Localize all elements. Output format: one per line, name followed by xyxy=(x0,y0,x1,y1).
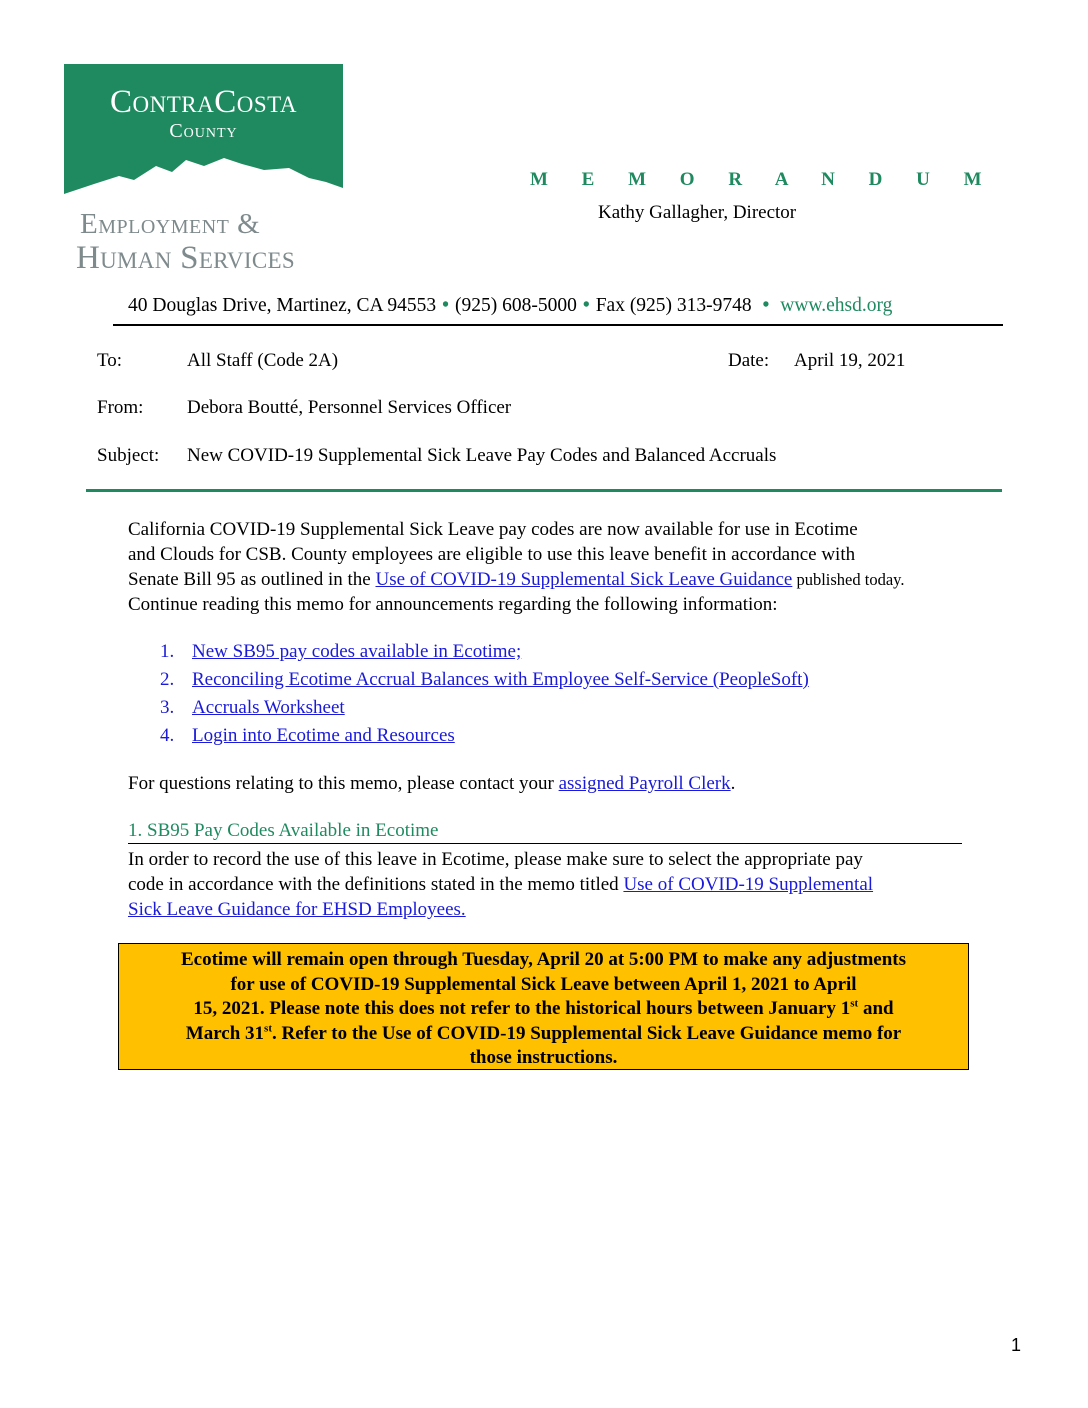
address: 40 Douglas Drive, Martinez, CA 94553 xyxy=(128,295,437,316)
to-value: All Staff (Code 2A) xyxy=(187,350,339,371)
logo-human-services: Human Services xyxy=(76,240,295,276)
notice-sup: st xyxy=(264,1022,272,1035)
mountain-icon xyxy=(64,144,343,204)
intro-line: and Clouds for CSB. County employees are eligible to use this leave benefit in accordance with xyxy=(128,544,856,565)
questions-text: . xyxy=(730,773,736,794)
section1-line xyxy=(128,897,978,922)
ehsd-guidance-link[interactable]: Sick Leave Guidance for EHSD Employees. xyxy=(128,899,466,920)
questions-text: For questions relating to this memo, please contact your xyxy=(128,773,559,794)
intro-line: Continue reading this memo for announcements regarding the following information: xyxy=(128,594,778,615)
address-line xyxy=(128,295,892,317)
toc-item[interactable] xyxy=(160,725,455,747)
from-value: Debora Boutté, Personnel Services Officer xyxy=(187,397,512,418)
from-label: From: xyxy=(97,397,144,418)
toc-item[interactable] xyxy=(160,669,809,691)
intro-text: Senate Bill 95 as outlined in the xyxy=(128,569,376,590)
toc-number: 3. xyxy=(160,697,175,718)
ehsd-guidance-link[interactable]: Use of COVID-19 Supplemental xyxy=(623,874,874,895)
toc-number: 4. xyxy=(160,725,175,746)
date-value: April 19, 2021 xyxy=(794,350,906,371)
questions-line xyxy=(128,771,735,796)
section1-paragraph xyxy=(128,847,978,922)
payroll-clerk-link[interactable]: assigned Payroll Clerk xyxy=(558,773,731,794)
notice-line xyxy=(119,997,968,1022)
toc-item[interactable] xyxy=(160,641,521,663)
bullet-separator: • xyxy=(757,295,775,316)
section1-text: code in accordance with the definitions stated in the memo titled xyxy=(128,874,624,895)
notice-text: March 31 xyxy=(185,1022,265,1044)
website-link[interactable]: www.ehsd.org xyxy=(780,295,893,316)
bullet-separator: • xyxy=(442,295,449,316)
notice-line xyxy=(119,1022,968,1047)
toc-link[interactable]: New SB95 pay codes available in Ecotime; xyxy=(192,641,522,662)
to-label: To: xyxy=(97,350,123,371)
notice-text: . Refer to the Use of COVID-19 Supplemental Sick Leave Guidance memo for xyxy=(272,1022,902,1044)
toc-link[interactable]: Accruals Worksheet xyxy=(192,697,345,718)
intro-line: California COVID-19 Supplemental Sick Leave pay codes are now available for use in Ecotime xyxy=(128,519,858,540)
director-name: Kathy Gallagher, Director xyxy=(598,202,797,223)
notice-line: for use of COVID-19 Supplemental Sick Leave between April 1, 2021 to April xyxy=(230,973,857,995)
subject-divider xyxy=(86,489,1002,492)
logo-county: County xyxy=(169,120,238,142)
section-heading: 1. SB95 Pay Codes Available in Ecotime xyxy=(128,820,962,844)
toc-link[interactable]: Reconciling Ecotime Accrual Balances with Employee Self-Service (PeopleSoft) xyxy=(192,669,809,690)
subject-value: New COVID-19 Supplemental Sick Leave Pay Codes and Balanced Accruals xyxy=(187,445,777,466)
ecotime-notice xyxy=(118,943,969,1070)
guidance-link[interactable]: Use of COVID-19 Supplemental Sick Leave Guidance xyxy=(375,569,793,590)
logo-contracosta: ContraCosta xyxy=(110,84,297,120)
notice-line: Ecotime will remain open through Tuesday, April 20 at 5:00 PM to make any adjustments xyxy=(180,949,907,970)
notice-text: and xyxy=(858,998,894,1019)
date-label: Date: xyxy=(728,350,770,371)
logo-banner xyxy=(64,64,343,204)
header-divider xyxy=(113,324,1003,326)
intro-line xyxy=(128,567,968,592)
toc-number: 2. xyxy=(160,669,175,690)
notice-text: 15, 2021. Please note this does not refer to the historical hours between January 1 xyxy=(193,998,851,1019)
toc-item[interactable] xyxy=(160,697,345,719)
notice-sup: st xyxy=(850,997,859,1010)
fax: Fax (925) 313-9748 xyxy=(595,295,752,316)
section1-line xyxy=(128,872,978,897)
intro-text: published today. xyxy=(792,570,905,589)
intro-paragraph xyxy=(128,517,968,617)
page-number: 1 xyxy=(1011,1335,1022,1355)
logo-employment: Employment & xyxy=(80,208,261,240)
bullet-separator: • xyxy=(582,295,590,316)
section1-line: In order to record the use of this leave in Ecotime, please make sure to select the appropriate pay xyxy=(128,849,863,870)
phone: (925) 608-5000 xyxy=(455,295,577,316)
notice-line: those instructions. xyxy=(469,1047,618,1068)
toc-number: 1. xyxy=(160,641,175,662)
toc-link[interactable]: Login into Ecotime and Resources xyxy=(192,725,455,746)
subject-label: Subject: xyxy=(97,445,160,466)
memo-title: M E M O R A N D U M xyxy=(530,169,997,190)
